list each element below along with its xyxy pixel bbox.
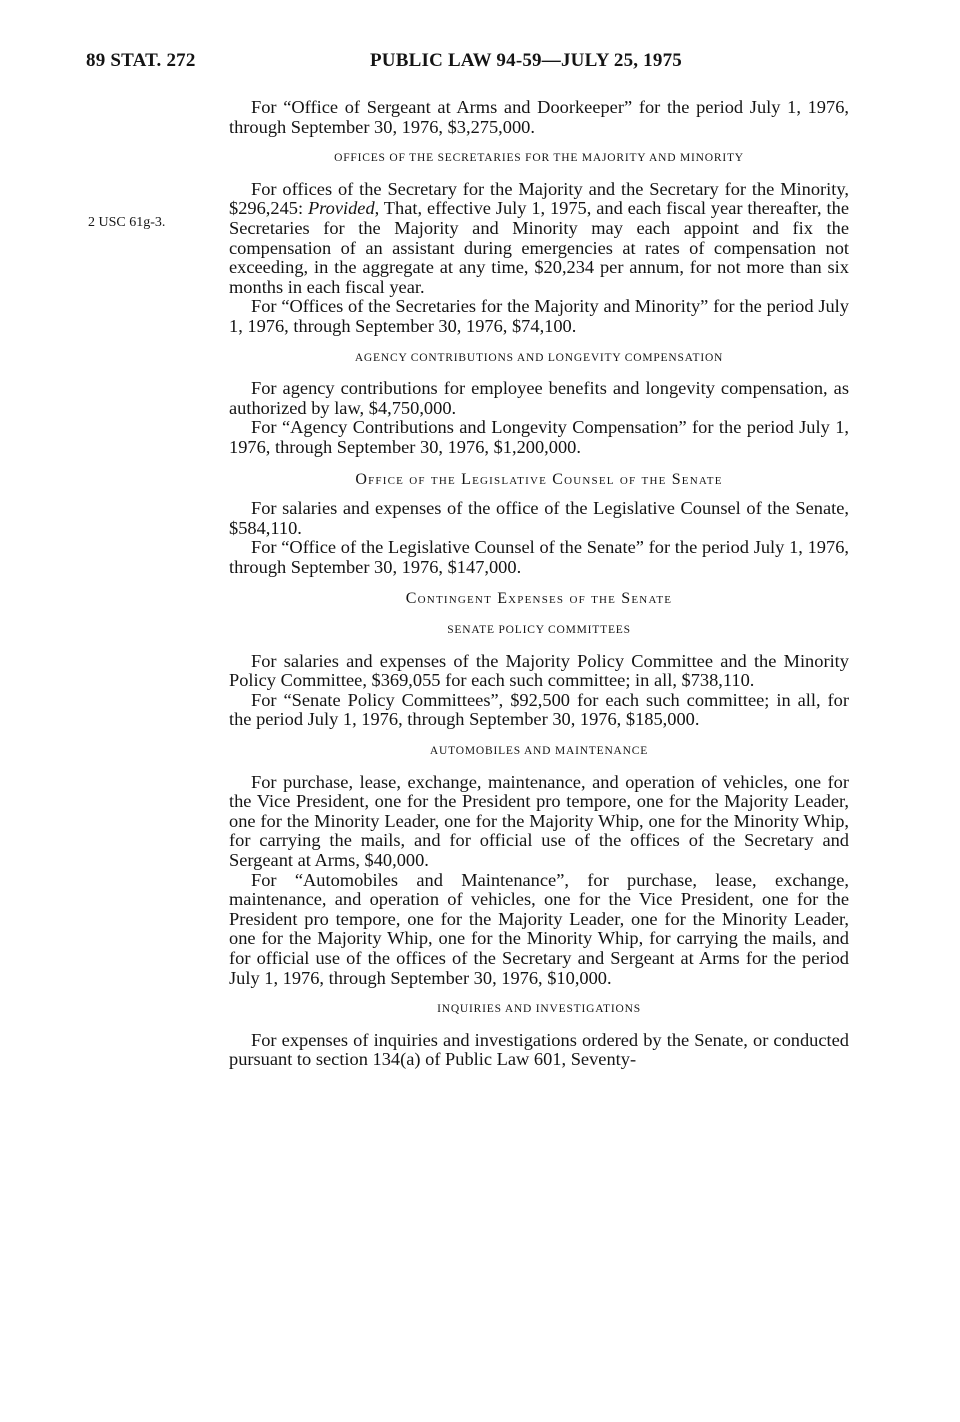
subsection-heading: AUTOMOBILES AND MAINTENANCE <box>429 745 649 758</box>
paragraph: For “Agency Contributions and Longevity Compensation” for the period July 1, 1976, through September 30, 1976, $1,200,000. <box>229 417 849 457</box>
paragraph: For “Offices of the Secretaries for the Majority and Minority” for the period July 1, 1976, through September 30, 1976, $74,100. <box>229 296 849 336</box>
section-heading: AGENCY CONTRIBUTIONS AND LONGEVITY COMPENSATION <box>354 351 724 364</box>
subsection-heading: SENATE POLICY COMMITTEES <box>447 624 631 637</box>
subsection-heading: INQUIRIES AND INVESTIGATIONS <box>437 1003 641 1016</box>
paragraph: For “Office of the Legislative Counsel of the Senate” for the period July 1, 1976, through September 30, 1976, $147,000. <box>229 537 849 577</box>
paragraph-text: For offices of the Secretary for the Majority and the Secretary for the Minority, $296,245: <box>229 178 849 219</box>
paragraph: For “Automobiles and Maintenance”, for purchase, lease, exchange, maintenance, and operation of vehicles, one for the Vice President, one for the President pro tempore, one for the Majority Leader, one for the Minority Leader, one for the Majority Whip, one for the Minority Whip, for carrying the mails, and for official use of the offices of the Secretary and Sergeant at Arms for the period July 1, 1976, through September 30, 1976, $10,000. <box>229 869 849 988</box>
paragraph: For “Senate Policy Committees”, $92,500 for each such committee; in all, for the period July 1, 1976, through September 30, 1976, $185,000. <box>229 689 849 730</box>
section-heading: OFFICES OF THE SECRETARIES FOR THE MAJORITY AND MINORITY <box>334 152 744 165</box>
statute-page-reference: 89 STAT. 272 <box>86 50 196 71</box>
paragraph: For agency contributions for employee benefits and longevity compensation, as authorized by law, $4,750,000. <box>229 378 849 418</box>
section-heading: Office of the Legislative Counsel of the Senate <box>355 470 723 488</box>
margin-citation-note: 2 USC 61g-3. <box>88 215 166 230</box>
paragraph: For salaries and expenses of the office of the Legislative Counsel of the Senate, $584,110. <box>229 498 849 538</box>
proviso-italic: Provided <box>307 198 375 219</box>
paragraph <box>229 180 849 298</box>
paragraph: For “Office of Sergeant at Arms and Doorkeeper” for the period July 1, 1976, through September 30, 1976, $3,275,000. <box>229 97 849 137</box>
section-heading: Contingent Expenses of the Senate <box>405 590 673 608</box>
paragraph: For salaries and expenses of the Majority Policy Committee and the Minority Policy Committee, $369,055 for each such committee; in all, $738,110. <box>229 650 849 691</box>
running-header-title: PUBLIC LAW 94-59—JULY 25, 1975 <box>370 50 682 71</box>
paragraph: For expenses of inquiries and investigations ordered by the Senate, or conducted pursuant to section 134(a) of Public Law 601, Seventy- <box>229 1029 849 1070</box>
document-body <box>229 98 849 1070</box>
paragraph-text: , That, effective July 1, 1975, and each fiscal year thereafter, the Secretaries for the Majority and Minority may each appoint and fix the compensation of an assistant during emergencies at rates of compensation not exceeding, in the aggregate at any time, $20,234 per annum, for not more than six months in each fiscal year. <box>229 198 849 297</box>
paragraph: For purchase, lease, exchange, maintenance, and operation of vehicles, one for the Vice President, one for the President pro tempore, one for the Majority Leader, one for the Minority Leader, one for the Majority Whip, one for the Minority Whip, for carrying the mails, and for official use of the offices of the Secretary and Sergeant at Arms, $40,000. <box>229 771 849 870</box>
